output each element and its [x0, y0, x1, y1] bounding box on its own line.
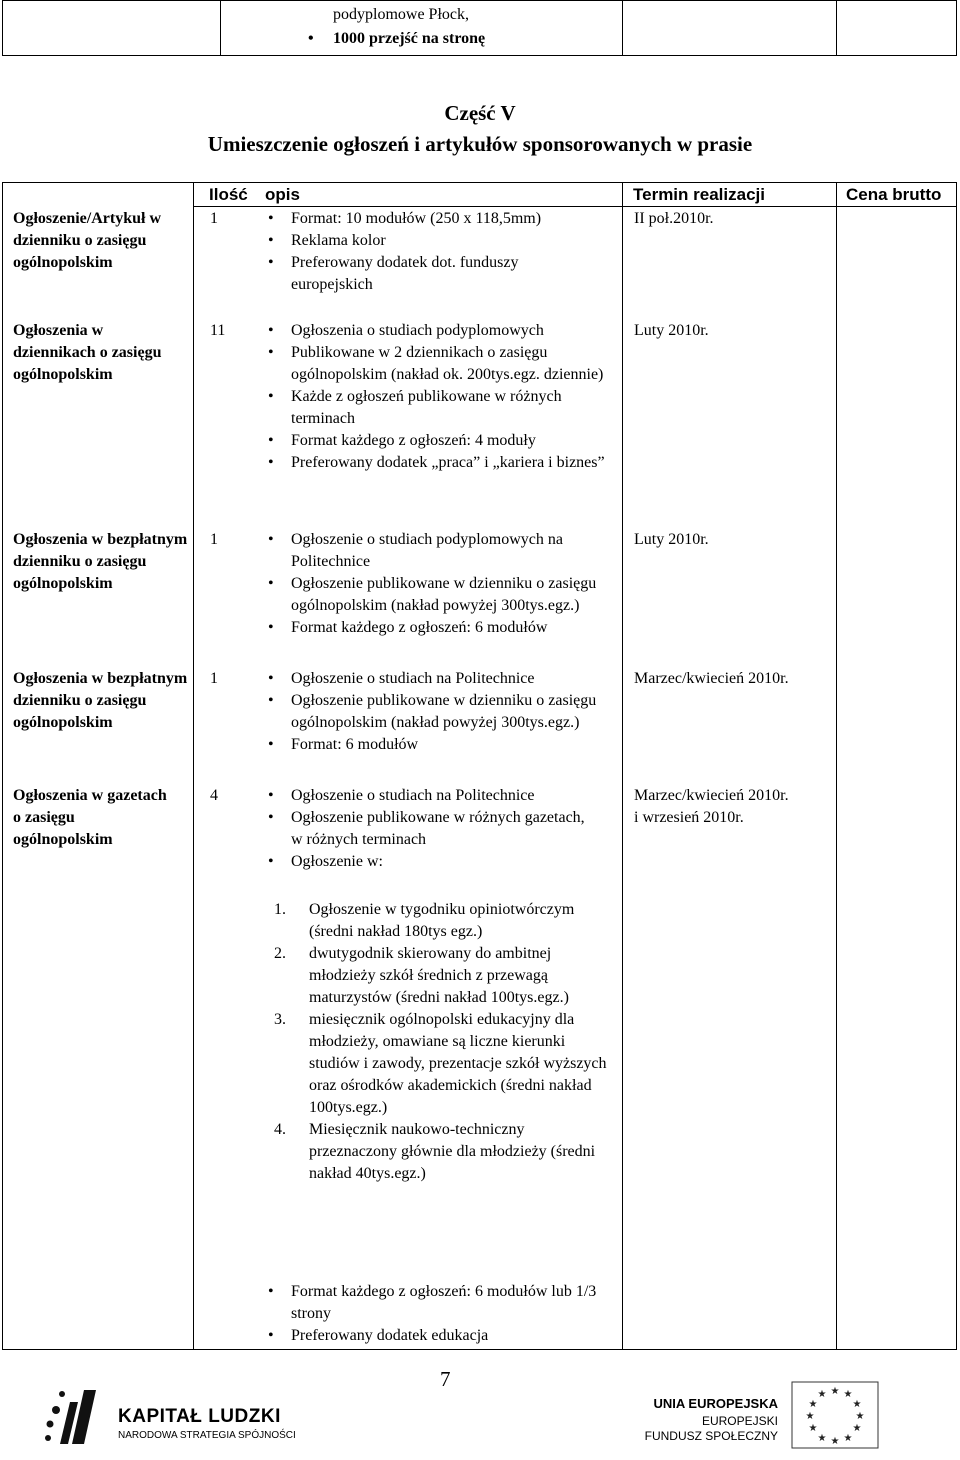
kapital-ludzki-emblem-icon: [40, 1380, 110, 1450]
list-item: • Ogłoszenia o studiach podyplomowych: [265, 320, 610, 342]
row2-term: Luty 2010r.: [634, 322, 709, 339]
row3-term: Luty 2010r.: [634, 531, 709, 548]
row2-category: Ogłoszenia w dziennikach o zasięgu ogólnopolskim: [13, 322, 162, 383]
list-item: • Format każdego z ogłoszeń: 4 moduły: [265, 430, 610, 452]
list-item: • Preferowany dodatek edukacja: [265, 1325, 610, 1347]
top-item-1: podyplomowe Płock,: [333, 6, 469, 23]
row4-term: Marzec/kwiecień 2010r.: [634, 670, 789, 687]
list-item: • Format: 10 modułów (250 x 118,5mm): [265, 208, 620, 230]
list-item: 2. dwutygodnik skierowany do ambitnej młodzieży szkół średnich z przewagą maturzystów (średni nakład 100tys.egz.): [274, 945, 569, 1006]
row3-qty: 1: [210, 531, 218, 548]
svg-text:★: ★: [843, 1433, 853, 1444]
row1-category: Ogłoszenie/Artykuł w dzienniku o zasięgu ogólnopolskim: [13, 210, 161, 271]
kapital-subtitle: NARODOWA STRATEGIA SPÓJNOŚCI: [118, 1430, 296, 1441]
list-item: • Ogłoszenie o studiach na Politechnice: [265, 668, 610, 690]
row5-qty: 4: [210, 787, 218, 804]
eu-line-3: FUNDUSZ SPOŁECZNY: [644, 1429, 778, 1443]
svg-text:★: ★: [805, 1411, 815, 1422]
list-item: • Reklama kolor: [265, 230, 620, 252]
row5-category: Ogłoszenia w gazetach o zasięgu ogólnopolskim: [13, 787, 167, 848]
row3-category: Ogłoszenia w bezpłatnym dzienniku o zasięgu ogólnopolskim: [13, 531, 188, 592]
eu-line-1: UNIA EUROPEJSKA: [653, 1396, 778, 1411]
eu-logo: [640, 1380, 940, 1450]
row1-qty: 1: [210, 210, 218, 227]
row5-term: Marzec/kwiecień 2010r.: [634, 787, 789, 804]
row2-description: [265, 320, 610, 474]
row3-description: [265, 529, 610, 639]
svg-text:★: ★: [808, 1399, 818, 1410]
header-qty: Ilość: [209, 185, 248, 204]
list-item: • Ogłoszenie publikowane w dzienniku o zasięgu ogólnopolskim (nakład powyżej 300tys.egz.): [265, 573, 610, 617]
header-term: Termin realizacji: [633, 185, 765, 204]
svg-text:★: ★: [808, 1423, 818, 1434]
row5-format-list: [265, 1281, 610, 1347]
svg-text:★: ★: [830, 1436, 840, 1447]
part-title: Umieszczenie ogłoszeń i artykułów sponsorowanych w prasie: [207, 132, 753, 156]
list-item: • Ogłoszenie o studiach na Politechnice: [265, 785, 600, 807]
list-item: • Ogłoszenie publikowane w dzienniku o zasięgu ogólnopolskim (nakład powyżej 300tys.egz.): [265, 690, 610, 734]
row5-publications-list: [274, 899, 616, 1185]
header-price: Cena brutto: [846, 185, 942, 204]
list-item: • Publikowane w 2 dziennikach o zasięgu ogólnopolskim (nakład ok. 200tys.egz. dziennie): [265, 342, 610, 386]
row4-qty: 1: [210, 670, 218, 687]
row5-description: [265, 785, 600, 873]
list-item: • Preferowany dodatek dot. funduszy europejskich: [265, 252, 551, 296]
list-item: 3. miesięcznik ogólnopolski edukacyjny dla młodzieży, omawiane są liczne kierunki studiów i zawody, prezentacje szkół wyższych oraz ośrodków akademickich (średni nakład 100tys.egz.): [274, 1011, 607, 1116]
kapital-title: KAPITAŁ LUDZKI: [118, 1406, 281, 1427]
list-item: 4. Miesięcznik naukowo-techniczny przeznaczony głównie dla młodzieży (średni nakład 40tys.egz.): [274, 1121, 596, 1182]
row1-term: II poł.2010r.: [634, 210, 714, 227]
svg-text:★: ★: [855, 1411, 865, 1422]
list-item: • Format każdego z ogłoszeń: 6 modułów lub 1/3 strony: [265, 1281, 610, 1325]
svg-text:★: ★: [830, 1386, 840, 1397]
list-item: • Ogłoszenie o studiach podyplomowych na Politechnice: [265, 529, 610, 573]
list-item: • Format każdego z ogłoszeń: 6 modułów: [265, 617, 610, 639]
top-continuation-table: podyplomowe Płock, • 1000 przejść na stronę: [0, 0, 957, 56]
eu-line-2: EUROPEJSKI: [701, 1414, 778, 1428]
svg-text:★: ★: [852, 1423, 862, 1434]
row4-category: Ogłoszenia w bezpłatnym dzienniku o zasięgu ogólnopolskim: [13, 670, 188, 731]
list-item: • Format: 6 modułów: [265, 734, 610, 756]
svg-text:★: ★: [843, 1389, 853, 1400]
page-number: 7: [440, 1367, 451, 1391]
part-number: Część V: [444, 101, 516, 125]
list-item: • Ogłoszenie w:: [265, 851, 600, 873]
header-desc: opis: [265, 185, 300, 204]
row5-term-2: i wrzesień 2010r.: [634, 809, 744, 826]
row2-qty: 11: [210, 322, 226, 339]
svg-text:★: ★: [817, 1433, 827, 1444]
list-item: • Każde z ogłoszeń publikowane w różnych terminach: [265, 386, 610, 430]
kapital-ludzki-logo: [40, 1380, 300, 1450]
row1-description: [265, 208, 620, 296]
svg-text:★: ★: [817, 1389, 827, 1400]
svg-text:★: ★: [852, 1399, 862, 1410]
list-item: • Ogłoszenie publikowane w różnych gazetach, w różnych terminach: [265, 807, 600, 851]
list-item: • Preferowany dodatek „praca” i „kariera i biznes”: [265, 452, 610, 474]
eu-flag-icon: [790, 1380, 880, 1450]
row4-description: [265, 668, 610, 756]
list-item: 1. Ogłoszenie w tygodniku opiniotwórczym (średni nakład 180tys egz.): [274, 901, 575, 940]
